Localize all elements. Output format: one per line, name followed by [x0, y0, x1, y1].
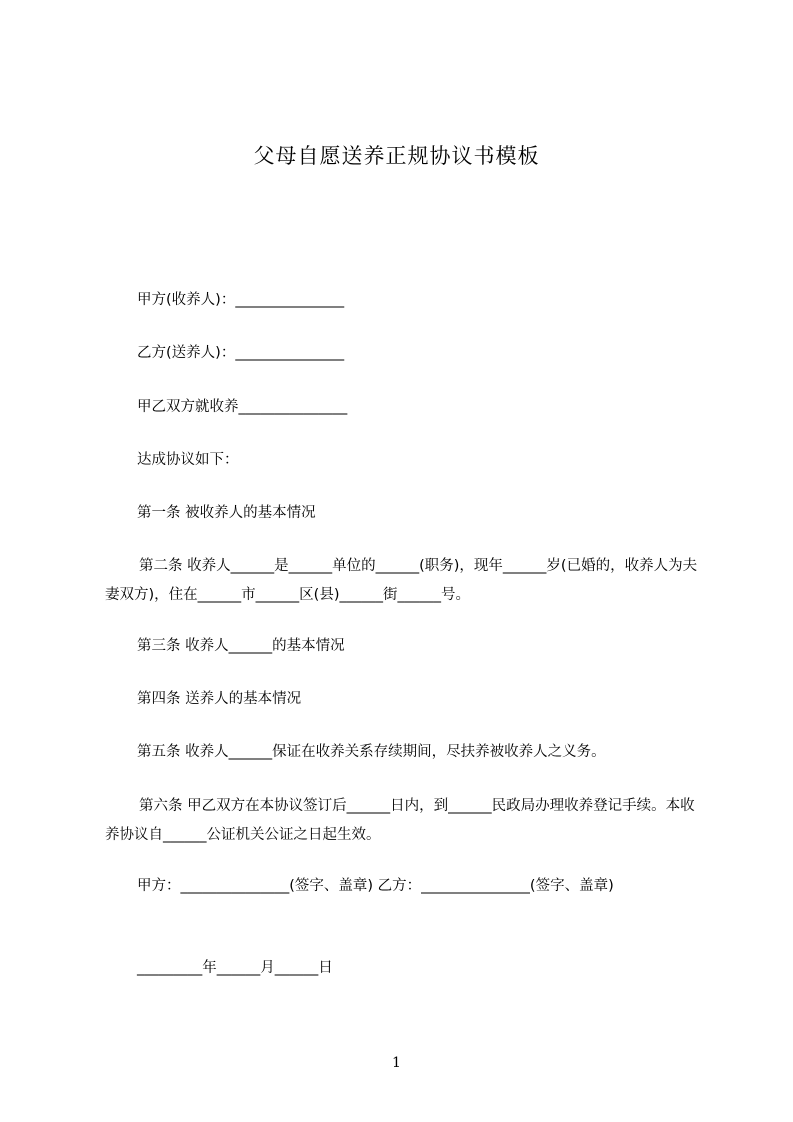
article-5: 第五条 收养人______保证在收养关系存续期间，尽扶养被收养人之义务。: [137, 744, 606, 760]
party-a-line: 甲方(收养人)：_______________: [137, 292, 345, 308]
page-number: 1: [392, 1055, 401, 1071]
signature-line: 甲方：_______________(签字、盖章) 乙方：_______________(签字、盖章): [137, 878, 614, 894]
both-parties-line: 甲乙双方就收养_______________: [137, 399, 348, 415]
party-b-line: 乙方(送养人)：_______________: [137, 345, 345, 361]
article-2: 第二条 收养人______是______单位的______(职务)，现年______岁(已婚的，收养人为夫妻双方)，住在______市______区(县)______街______号。: [105, 558, 698, 603]
article-4: 第四条 送养人的基本情况: [137, 691, 302, 707]
article-3: 第三条 收养人______的基本情况: [137, 638, 345, 654]
page-title: 父母自愿送养正规协议书模板: [253, 144, 540, 168]
article-1: 第一条 被收养人的基本情况: [137, 505, 316, 521]
article-6: 第六条 甲乙双方在本协议签订后______日内，到______民政局办理收养登记手续。本收养协议自______公证机关公证之日起生效。: [105, 798, 695, 843]
agreement-intro: 达成协议如下：: [137, 452, 239, 468]
date-line: _________年______月______日: [137, 960, 333, 976]
